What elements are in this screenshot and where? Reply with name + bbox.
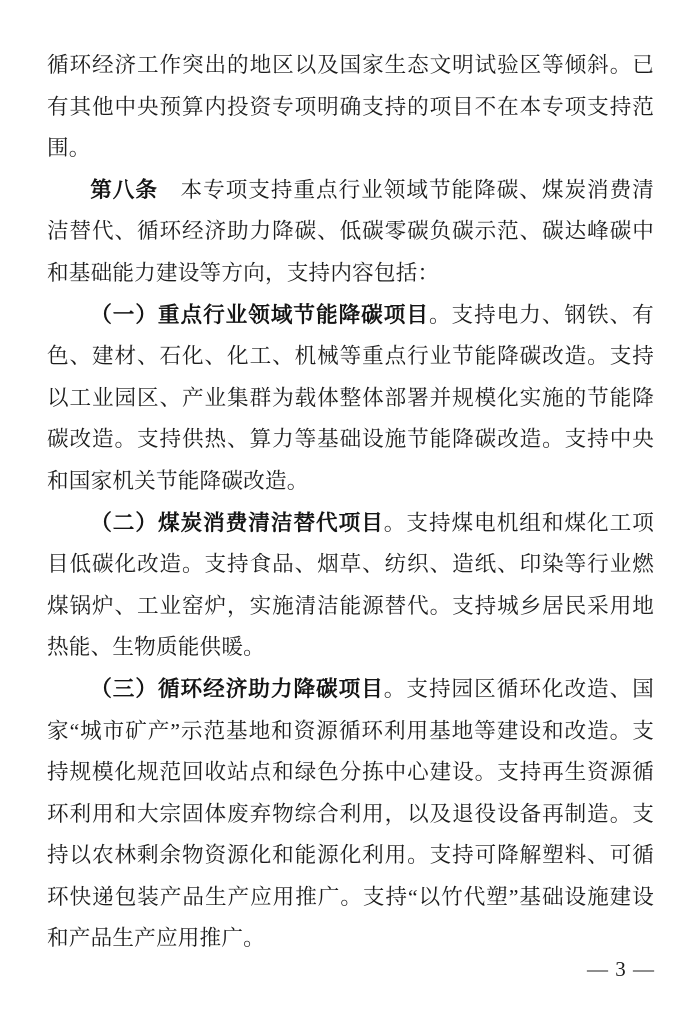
page-number: — 3 —: [587, 957, 655, 981]
paragraph-heading: （一）重点行业领域节能降碳项目: [90, 302, 429, 327]
paragraph-text: 。支持园区循环化改造、国家“城市矿产”示范基地和资源循环利用基地等建设和改造。支持规模化规范回收站点和绿色分拣中心建设。支持再生资源循环利用和大宗固体废弃物综合利用，以及退役设备再制造。支持以农林剩余物资源化和能源化利用。支持可降解塑料、可循环快递包装产品生产应用推广。支持“以竹代塑”基础设施建设和产品生产应用推广。: [47, 676, 654, 951]
paragraph: [47, 45, 654, 170]
paragraph-heading: （二）煤炭消费清洁替代项目: [90, 510, 384, 535]
paragraph: [47, 295, 654, 503]
document-body: [47, 45, 654, 960]
paragraph-text: 。支持煤电机组和煤化工项目低碳化改造。支持食品、烟草、纺织、造纸、印染等行业燃煤锅炉、工业窑炉，实施清洁能源替代。支持城乡居民采用地热能、生物质能供暖。: [47, 510, 654, 660]
paragraph-text: 循环经济工作突出的地区以及国家生态文明试验区等倾斜。已有其他中央预算内投资专项明确支持的项目不在本专项支持范围。: [47, 53, 654, 161]
paragraph-heading: 第八条: [90, 177, 158, 202]
paragraph-text: 。支持电力、钢铁、有色、建材、石化、化工、机械等重点行业节能降碳改造。支持以工业园区、产业集群为载体整体部署并规模化实施的节能降碳改造。支持供热、算力等基础设施节能降碳改造。支持中央和国家机关节能降碳改造。: [47, 302, 654, 493]
paragraph: [47, 669, 654, 960]
paragraph: [47, 503, 654, 669]
paragraph-text: 本专项支持重点行业领域节能降碳、煤炭消费清洁替代、循环经济助力降碳、低碳零碳负碳示范、碳达峰碳中和基础能力建设等方向，支持内容包括：: [47, 177, 655, 285]
paragraph: [47, 170, 654, 295]
paragraph-heading: （三）循环经济助力降碳项目: [90, 676, 384, 701]
